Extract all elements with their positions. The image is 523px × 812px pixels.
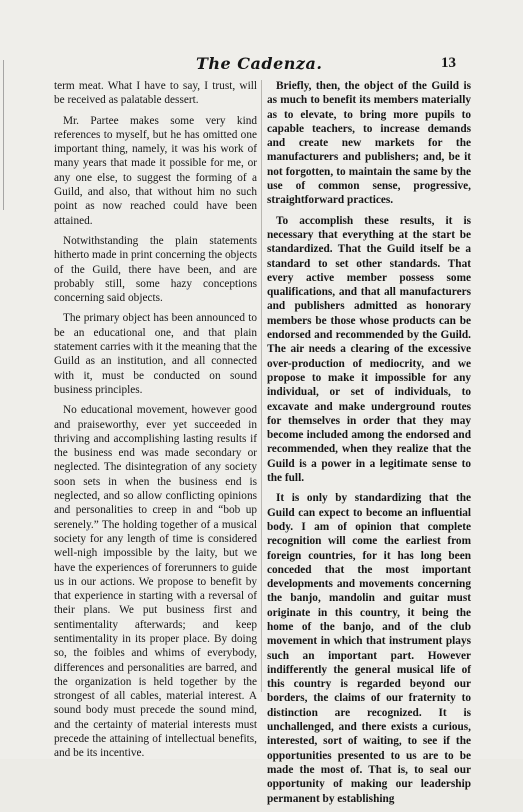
column-divider (261, 80, 262, 692)
paragraph: No educational movement, however good and praiseworthy, ever yet succeeded in thriving and accomplishing lasting results if the business end was made secondary or neglected. The disintegration of any society soon sets in when the business end is neglected, and so allow conflicting opinions and personalities to creep in and “bob up serenely.” The holding together of a musical society for any length of time is considered well-nigh impossible by the laity, but we have the experiences of forerunners to guide us in our actions. We propose to benefit by that experience in starting with a reversal of their plans. We put business first and sentimentality afterwards; and keep sentimentality in its proper place. By doing so, the foibles and whims of everybody, differences and personalities are barred, and the organization is held together by the strongest of all cables, material interest. A sound body must precede the sound mind, and the certainty of material interests must precede the attaining of intellectual benefits, and be its incentive. (54, 404, 257, 760)
paragraph: The primary object has been announced to be an educational one, and that plain statement carries with it the meaning that the Guild as an institution, and all connected with it, must be conducted on sound business principles. (54, 312, 257, 396)
page-header (0, 54, 523, 78)
paragraph: Mr. Partee makes some very kind references to myself, but he has omitted one important thing, namely, it was his work of many years that made it possible for me, or any one else, to suggest the forming of a Guild, and also, that without him no such point as now reached could have been attained. (54, 114, 257, 227)
paragraph: To accomplish these results, it is necessary that everything at the start be standardized. That the Guild itself be a standard to set other standards. That every active member possess some qualifications, and that all manufacturers and publishers admitted as honorary members be those whose products can be endorsed and recommended by the Guild. The air needs a clearing of the excessive over-production of mediocrity, and we propose to make it impossible for any individual, or set of individuals, to excavate and make underground routes for themselves in order that they may become included among the endorsed and recommended, when they realize that the Guild is a power in a legitimate sense to the full. (267, 214, 471, 485)
right-column (267, 79, 471, 812)
left-column (54, 79, 257, 767)
paragraph: It is only by standardizing that the Guild can expect to become an influential body. I am of opinion that complete recognition will come the earliest from foreign countries, for it has long been conceded that the most important developments and movements concerning the banjo, mandolin and guitar must originate in this country, it being the home of the banjo, and of the club movement in which that instrument plays such an important part. However indifferently the general musical life of this country is regarded beyond our borders, the claims of our fraternity to distinction are recognized. It is unchallenged, and there exists a curious, interested, sort of waiting, to see if the opportunities presented to us are to be made the most of. That is, to seal our opportunity of making our leadership permanent by establishing (267, 492, 471, 805)
page-number: 13 (441, 55, 456, 71)
paragraph: Notwithstanding the plain statements hitherto made in print concerning the objects of the Guild, there have been, and are probably still, some hazy conceptions concerning said objects. (54, 234, 257, 305)
binding-edge-marks (3, 60, 10, 210)
paragraph: term meat. What I have to say, I trust, will be received as palatable dessert. (54, 80, 257, 107)
running-title: The Cadenza. (196, 54, 323, 73)
paragraph: Briefly, then, the object of the Guild is as much to benefit its members materially as to elevate, to bring more pupils to capable teachers, to increase demands and create new markets for the manufacturers and publishers; and, be it not forgotten, to maintain the same by the use of common sense, progressive, straightforward practices. (267, 80, 471, 207)
